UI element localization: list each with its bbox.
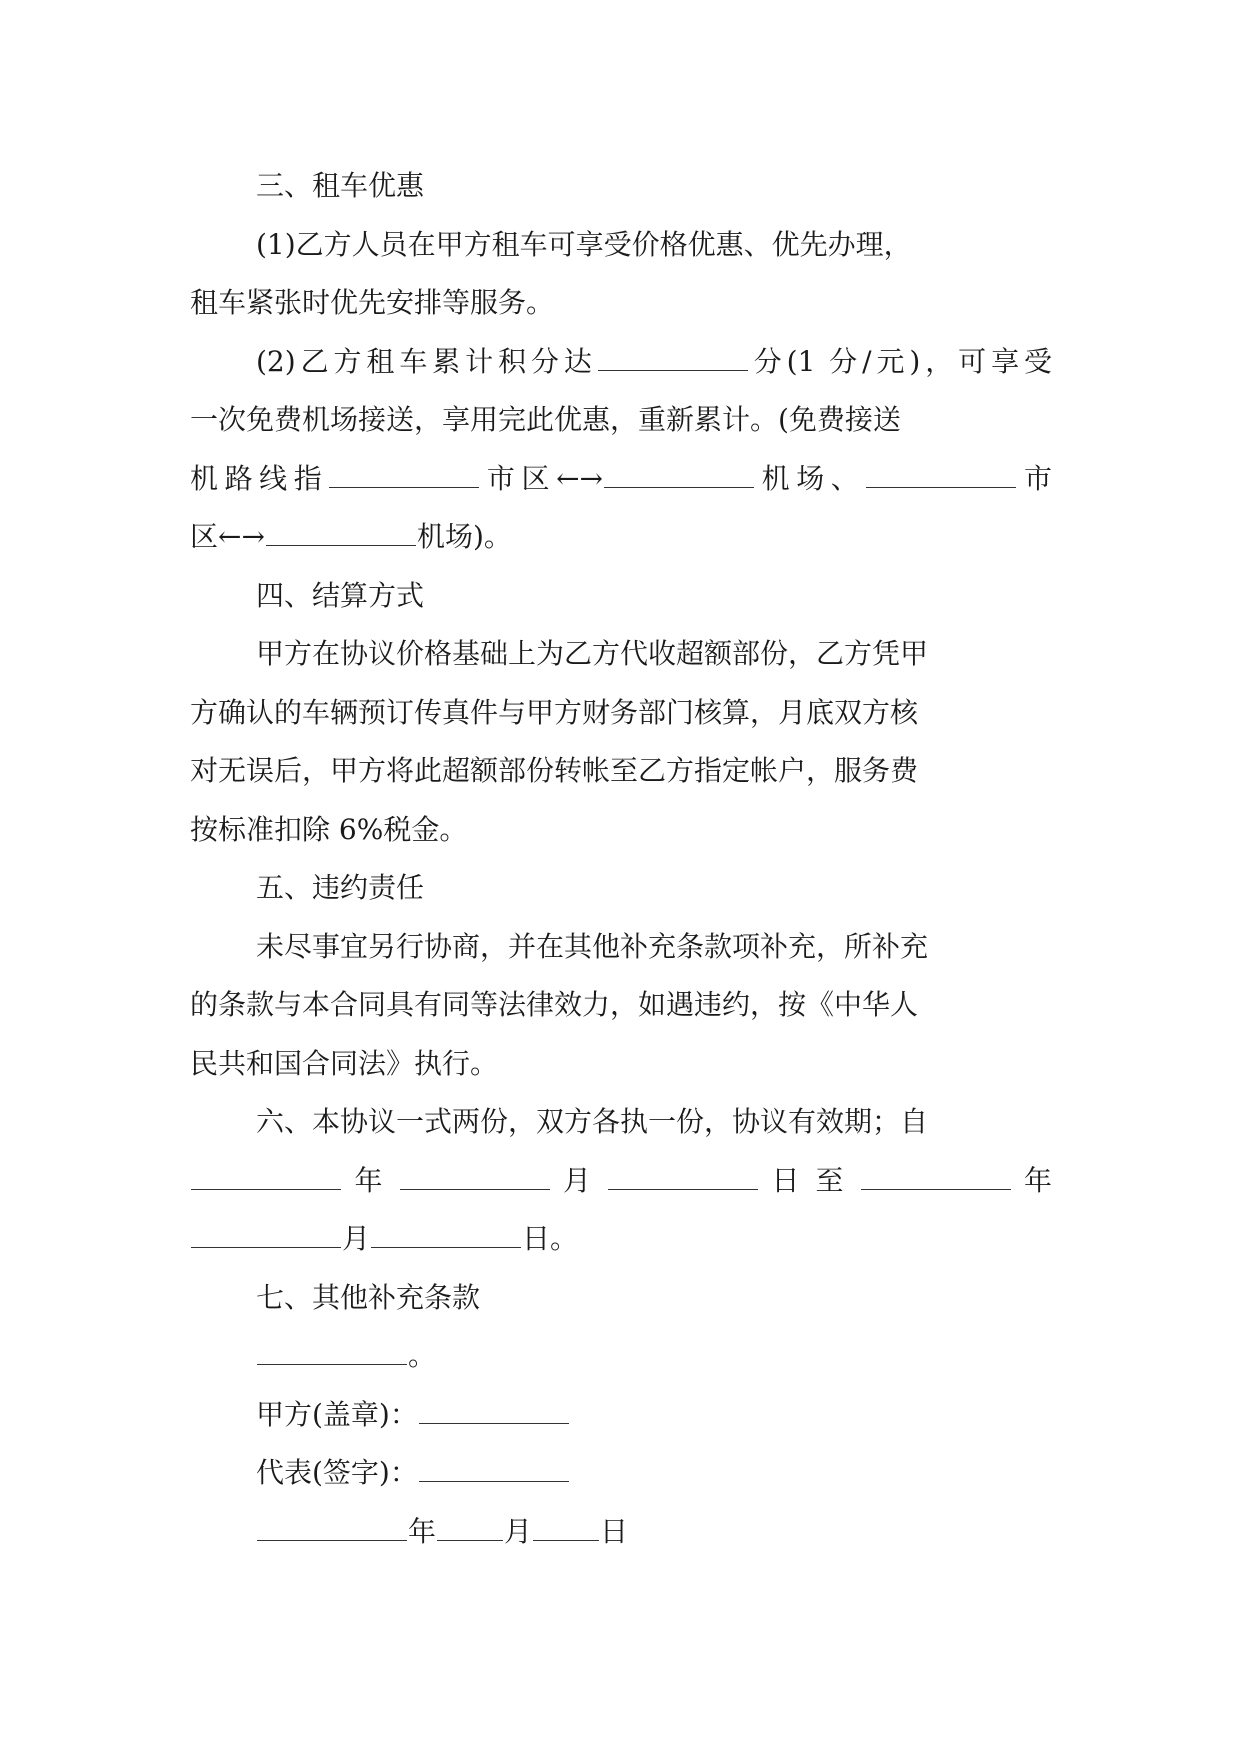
representative-sign-blank [419, 1456, 569, 1482]
text: (2)乙方租车累计积分达 [256, 344, 597, 378]
paragraph-5-line-2: 的条款与本合同具有同等法律效力，如遇违约，按《中华人 [190, 988, 919, 1021]
paragraph-3-1-line-1: (1)乙方人员在甲方租车可享受价格优惠、优先办理， [256, 227, 912, 261]
fill-blank [371, 1222, 521, 1248]
fill-blank [329, 461, 479, 487]
section-5-title: 五、违约责任 [256, 871, 425, 904]
paragraph-3-2-line-3 [190, 450, 1052, 509]
fill-blank [191, 1163, 341, 1189]
fill-blank [604, 461, 754, 487]
paragraph-5-line-1: 未尽事宜另行协商，并在其他补充条款项补充，所补充 [256, 929, 929, 963]
paragraph-4-line-4: 按标准扣除 6%税金。 [190, 812, 468, 846]
party-a-label: 甲方(盖章)： [256, 1397, 418, 1431]
section-7-title: 七、其他补充条款 [256, 1280, 481, 1314]
paragraph-4-line-3: 对无误后，甲方将此超额部份转帐至乙方指定帐户，服务费 [190, 754, 919, 787]
section-3-title: 三、租车优惠 [256, 169, 425, 202]
paragraph-3-1-line-2: 租车紧张时优先安排等服务。 [190, 286, 555, 319]
text: 日。 [522, 1222, 579, 1255]
party-a-seal-line [190, 1386, 1052, 1445]
paragraph-3-2-line-2: 一次免费机场接送，享用完此优惠，重新累计。(免费接送 [190, 403, 901, 436]
text: 市区←→ [480, 461, 604, 495]
representative-sign-line [190, 1444, 1052, 1503]
paragraph-4-line-1: 甲方在协议价格基础上为乙方代收超额部份，乙方凭甲 [256, 637, 929, 670]
paragraph-3-2-line-4 [190, 508, 1052, 567]
fill-blank [861, 1163, 1011, 1189]
date-year-blank [257, 1514, 407, 1540]
text: 市 [1017, 461, 1052, 495]
fill-blank [257, 1339, 407, 1365]
representative-label: 代表(签字)： [256, 1456, 418, 1489]
text: 机场、 [755, 461, 866, 495]
text: 机场)。 [416, 520, 512, 553]
fill-blank [400, 1163, 550, 1189]
section-6-line-3 [190, 1210, 1052, 1269]
text: 日 至 [771, 1163, 848, 1197]
text: 年 [354, 1163, 387, 1197]
section-6-line-1: 六、本协议一式两份，双方各执一份，协议有效期；自 [256, 1105, 929, 1138]
date-month-label: 月 [504, 1514, 533, 1548]
signing-date-line [190, 1503, 1052, 1562]
section-6-line-2 [190, 1152, 1052, 1211]
date-year-label: 年 [408, 1514, 437, 1548]
text: 月 [342, 1222, 371, 1255]
document-body [190, 157, 1052, 1561]
paragraph-3-2-line-1 [190, 333, 1052, 392]
paragraph-5-line-3: 民共和国合同法》执行。 [190, 1046, 499, 1080]
text: 分(1 分/元)，可享受 [748, 344, 1052, 378]
fill-blank [266, 520, 416, 546]
fill-blank [608, 1163, 758, 1189]
text: 机路线指 [190, 461, 329, 495]
text: 区←→ [190, 520, 265, 553]
text: 。 [408, 1339, 437, 1372]
fill-blank [598, 344, 748, 370]
fill-blank [866, 461, 1016, 487]
date-month-blank [437, 1514, 503, 1540]
section-7-line-1 [190, 1327, 1052, 1386]
party-a-seal-blank [419, 1397, 569, 1423]
text: 月 [562, 1163, 595, 1197]
paragraph-4-line-2: 方确认的车辆预订传真件与甲方财务部门核算，月底双方核 [190, 695, 919, 729]
text: 年 [1023, 1163, 1052, 1197]
section-4-title: 四、结算方式 [256, 578, 425, 612]
date-day-label: 日 [600, 1514, 629, 1548]
fill-blank [191, 1222, 341, 1248]
date-day-blank [533, 1514, 599, 1540]
